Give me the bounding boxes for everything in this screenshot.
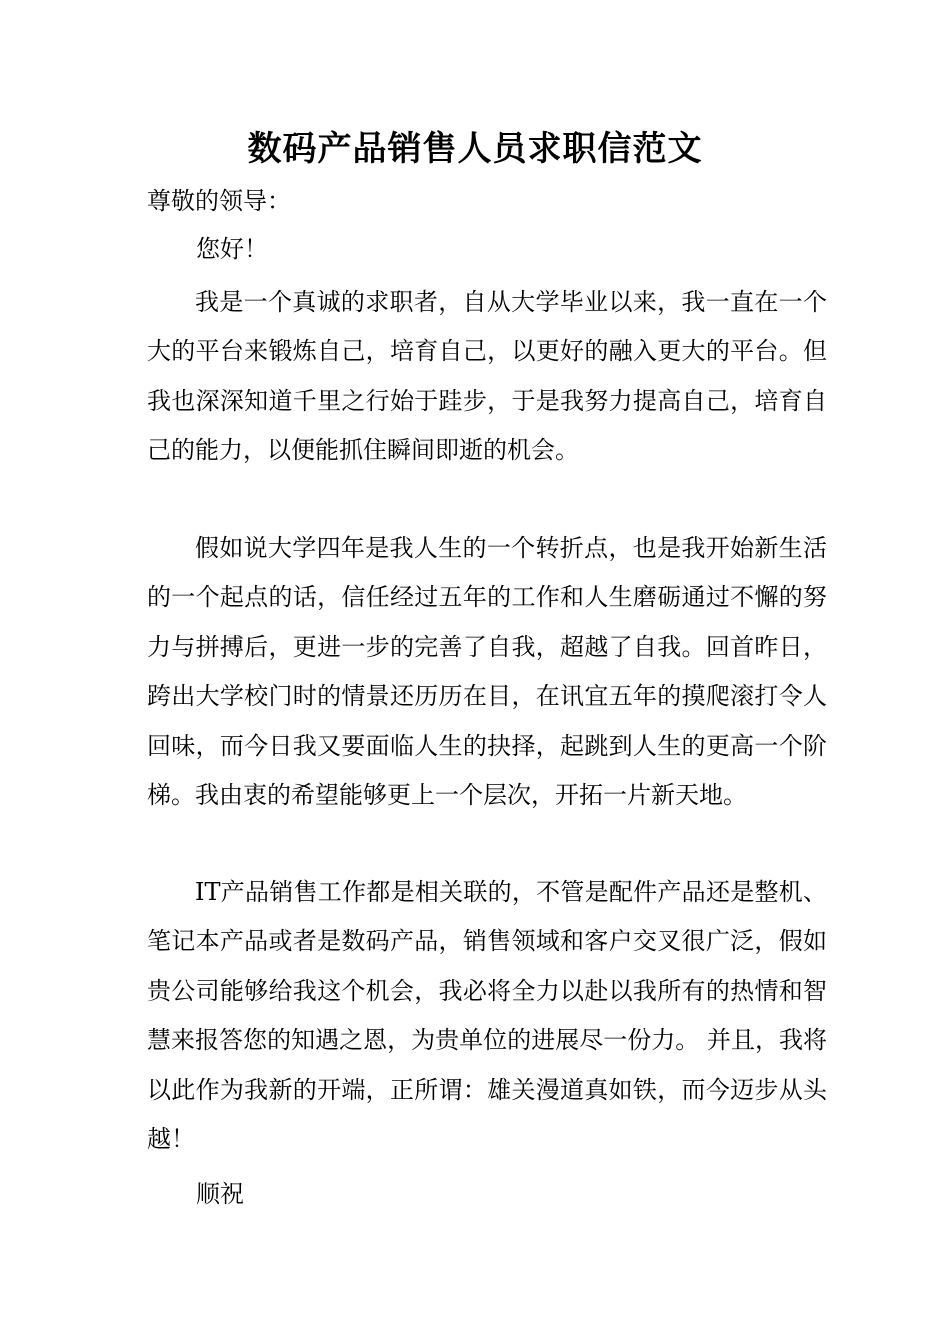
body-paragraph-3: IT产品销售工作都是相关联的，不管是配件产品还是整机、笔记本产品或者是数码产品，销售领域和客户交叉很广泛，假如贵公司能够给我这个机会，我必将全力以赴以我所有的热情和智慧来报答您的知遇之恩，为贵单位的进展尽一份力。 并且，我将以此作为我新的开端，正所谓：雄关漫道真如铁，而今迈步从头越！ [147, 878, 827, 1154]
body-paragraph-2: 假如说大学四年是我人生的一个转折点，也是我开始新生活的一个起点的话，信任经过五年的工作和人生磨砺通过不懈的努力与拼搏后，更进一步的完善了自我，超越了自我。回首昨日，跨出大学校门时的情景还历历在目，在讯宜五年的摸爬滚打令人回味，而今日我又要面临人生的抉择，起跳到人生的更高一个阶梯。我由衷的希望能够更上一个层次，开拓一片新天地。 [147, 534, 827, 810]
document-title: 数码产品销售人员求职信范文 [247, 129, 703, 169]
closing-line: 顺祝 [196, 1180, 244, 1208]
salutation: 尊敬的领导： [147, 187, 291, 215]
body-paragraph-1: 我是一个真诚的求职者，自从大学毕业以来，我一直在一个大的平台来锻炼自己，培育自己，以更好的融入更大的平台。但我也深深知道千里之行始于跬步，于是我努力提高自己，培育自己的能力，以便能抓住瞬间即逝的机会。 [147, 288, 827, 465]
greeting: 您好！ [196, 235, 268, 263]
